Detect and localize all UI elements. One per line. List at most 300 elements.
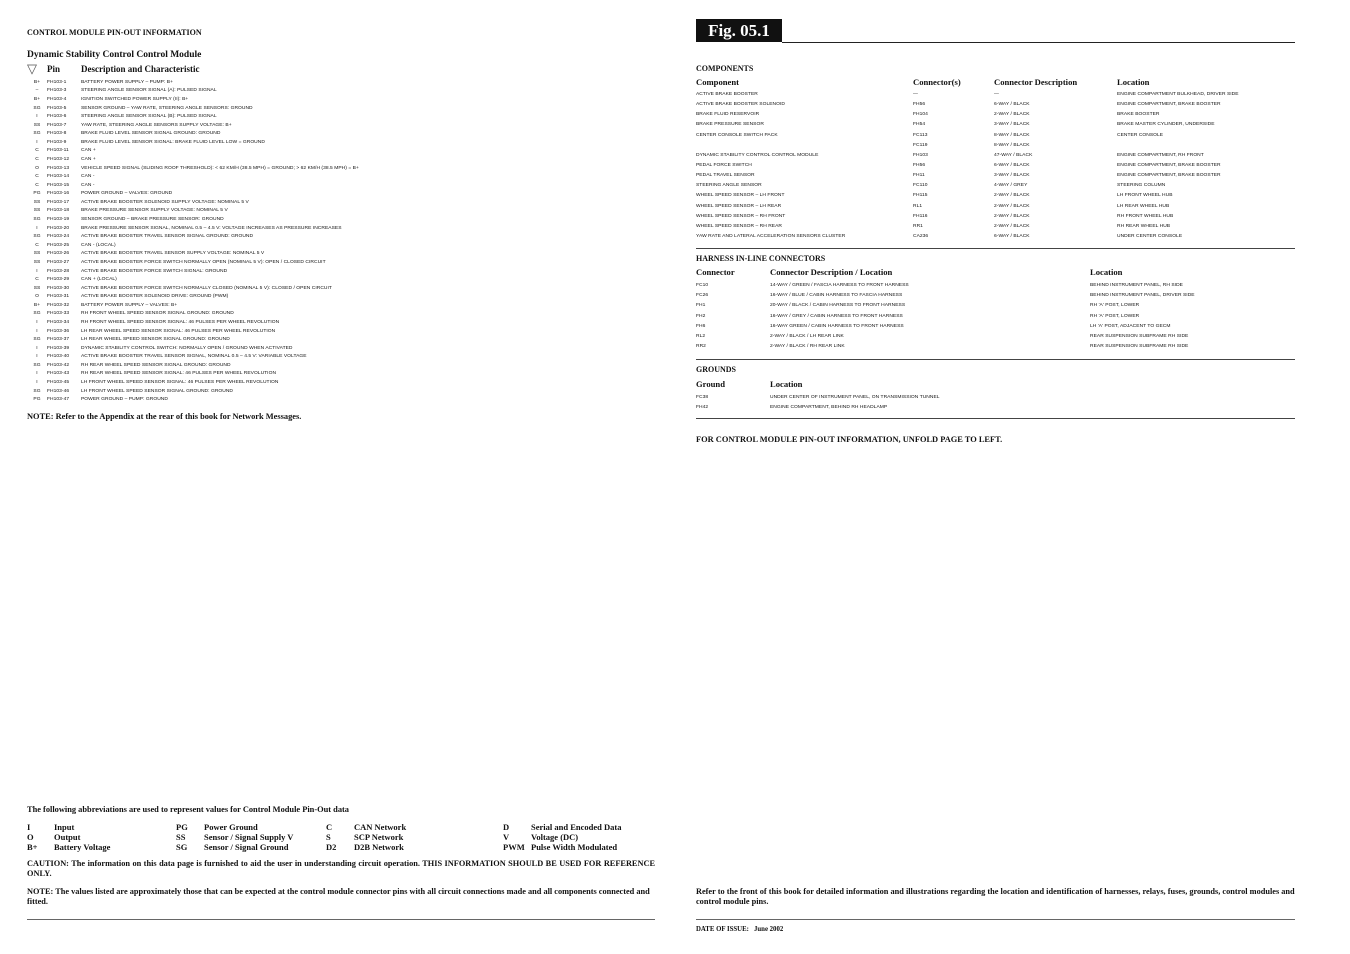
component-row-cell: FC110: [913, 183, 928, 189]
component-row-cell: RR1: [913, 223, 923, 229]
pin-description: CAN +: [81, 148, 96, 154]
pin-description: RH REAR WHEEL SPEED SENSOR SIGNAL: 46 PULSES PER WHEEL REVOLUTION: [81, 371, 277, 377]
component-row-cell: ENGINE COMPARTMENT, RH FRONT: [1117, 152, 1204, 158]
pin-type: SG: [33, 388, 41, 394]
component-row-cell: 2-WAY / BLACK: [994, 223, 1030, 229]
pin-type: I: [36, 354, 38, 360]
pin-description: BRAKE FLUID LEVEL SENSOR SIGNAL GROUND: GROUND: [81, 131, 221, 137]
component-row: [696, 192, 1296, 202]
pin-row: [27, 155, 647, 164]
abbr-meaning: Serial and Encoded Data: [531, 822, 622, 832]
component-row-cell: WHEEL SPEED SENSOR – RH REAR: [696, 223, 783, 229]
component-row: [696, 132, 1296, 142]
abbr-meaning: Battery Voltage: [54, 842, 111, 852]
left-bottom-rule: [27, 919, 655, 920]
pin-type: I: [36, 328, 38, 334]
component-col-header: Component: [696, 77, 739, 87]
pin-number: FH103-37: [47, 337, 70, 343]
pin-number: FH103-27: [47, 259, 70, 265]
pin-row: [27, 215, 647, 224]
component-row-cell: RL1: [913, 203, 923, 209]
component-row-cell: CENTER CONSOLE SWITCH PACK: [696, 132, 778, 138]
pin-number: FH103-3: [47, 88, 67, 94]
component-row-cell: STEERING COLUMN: [1117, 183, 1166, 189]
component-row-cell: LH FRONT WHEEL HUB: [1117, 193, 1173, 199]
pin-row: [27, 361, 647, 370]
harness-row: [696, 343, 1296, 353]
component-row: [696, 101, 1296, 111]
harness-row-cell: 2-WAY / BLACK / RH REAR LINK: [770, 344, 845, 350]
pin-number: FH103-12: [47, 156, 70, 162]
pin-description: RH REAR WHEEL SPEED SENSOR SIGNAL GROUND: GROUND: [81, 362, 231, 368]
component-row-cell: PEDAL FORCE SWITCH: [696, 162, 752, 168]
pin-type: B+: [33, 96, 41, 102]
harness-location-col-header: Location: [1090, 267, 1123, 277]
harness-row-cell: RH 'A' POST, LOWER: [1090, 303, 1140, 309]
components-title: COMPONENTS: [696, 64, 754, 73]
pin-number: FH103-19: [47, 217, 70, 223]
component-row-cell: ENGINE COMPARTMENT, BRAKE BOOSTER: [1117, 162, 1221, 168]
pin-row: [27, 147, 647, 156]
grounds-rule: [696, 418, 1295, 419]
component-row-cell: 8-WAY / BLACK: [994, 142, 1030, 148]
pin-description: ACTIVE BRAKE BOOSTER FORCE SWITCH NORMALLY CLOSED (NOMINAL 5 V): CLOSED / OPEN CIRCUIT: [81, 285, 332, 291]
pin-type: –: [35, 88, 39, 94]
pin-number: FH103-17: [47, 199, 70, 205]
pin-number: FH103-13: [47, 165, 70, 171]
module-title: Dynamic Stability Control Control Module: [27, 50, 202, 60]
pin-description: ACTIVE BRAKE BOOSTER FORCE SWITCH SIGNAL: GROUND: [81, 268, 228, 274]
pin-number: FH103-29: [47, 277, 70, 283]
pin-number: FH103-11: [47, 148, 69, 154]
harness-row-cell: 16-WAY / GREY / CABIN HARNESS TO FRONT HARNESS: [770, 313, 903, 319]
component-row-cell: STEERING ANGLE SENSOR: [696, 183, 762, 189]
pin-row: [27, 284, 647, 293]
desc-col-header: Description and Characteristic: [81, 64, 200, 74]
component-row-cell: FH103: [913, 152, 928, 158]
component-row-cell: 47-WAY / BLACK: [994, 152, 1033, 158]
pin-row: [27, 335, 647, 344]
pin-type: I: [36, 345, 38, 351]
pin-row: [27, 138, 647, 147]
pin-type: C: [35, 242, 39, 248]
pin-number: FH103-1: [47, 79, 67, 85]
pin-type: I: [36, 225, 38, 231]
component-row-cell: BRAKE FLUID RESERVOIR: [696, 112, 760, 118]
date-value: June 2002: [753, 926, 784, 933]
pin-type: SG: [33, 105, 41, 111]
component-row-cell: 2-WAY / BLACK: [994, 112, 1030, 118]
pin-row: [27, 224, 647, 233]
network-note: NOTE: Refer to the Appendix at the rear of this book for Network Messages.: [27, 412, 302, 421]
ground-row-cell: FC38: [696, 395, 709, 400]
pin-description: ACTIVE BRAKE BOOSTER SOLENOID SUPPLY VOLTAGE: NOMINAL 5 V: [81, 199, 249, 205]
pin-row: [27, 275, 647, 284]
pin-description: BRAKE FLUID LEVEL SENSOR SIGNAL: BRAKE FLUID LEVEL LOW = GROUND: [81, 139, 265, 145]
component-row-cell: YAW RATE AND LATERAL ACCELERATION SENSORS CLUSTER: [696, 233, 846, 239]
pin-type: C: [35, 182, 39, 188]
connector-triangle-icon: ▽: [27, 61, 37, 76]
component-row-cell: 3-WAY / BLACK: [994, 122, 1030, 128]
pin-row: [27, 301, 647, 310]
pin-row: [27, 318, 647, 327]
component-row-cell: RH REAR WHEEL HUB: [1117, 223, 1171, 229]
pin-row: [27, 232, 647, 241]
harness-row-cell: FC10: [696, 283, 709, 288]
ground-col-header: Ground: [696, 379, 725, 389]
pin-row: [27, 395, 647, 404]
component-row: [696, 233, 1296, 243]
components-table: [696, 91, 1296, 243]
pin-type: SS: [33, 199, 41, 205]
pin-table-header: [27, 63, 647, 75]
pin-row: [27, 87, 647, 96]
pin-number: FH103-14: [47, 174, 70, 180]
component-row: [696, 203, 1296, 213]
pin-number: FH103-30: [47, 285, 70, 291]
pin-type: I: [36, 139, 38, 145]
pin-number: FH103-42: [47, 362, 70, 368]
harness-row-cell: REAR SUSPENSION SUBFRAME RH SIDE: [1090, 344, 1189, 350]
pin-description: BRAKE PRESSURE SENSOR SIGNAL, NOMINAL 0.5 – 4.5 V: VOLTAGE INCREASES AS PRESSURE INCREASES: [81, 225, 342, 231]
component-row-cell: BRAKE MASTER CYLINDER, UNDERSIDE: [1117, 122, 1215, 128]
component-row-cell: 2-WAY / BLACK: [994, 193, 1030, 199]
grounds-header-row: [696, 379, 1296, 391]
harness-row-cell: FH6: [696, 323, 706, 329]
component-row-cell: LH REAR WHEEL HUB: [1117, 203, 1170, 209]
abbreviations-grid: [27, 822, 667, 854]
harness-row-cell: 16-WAY GREEN / CABIN HARNESS TO FRONT HARNESS: [770, 323, 904, 329]
pin-type: SG: [33, 234, 41, 240]
pin-description: ACTIVE BRAKE BOOSTER FORCE SWITCH NORMALLY OPEN (NOMINAL 5 V): OPEN / CLOSED CIRCUIT: [81, 259, 326, 265]
pin-row: [27, 181, 647, 190]
harness-connector-col-header: Connector: [696, 267, 735, 277]
pin-row: [27, 95, 647, 104]
components-rule: [696, 248, 1295, 249]
pin-row: [27, 241, 647, 250]
component-row-cell: 2-WAY / BLACK: [994, 213, 1030, 219]
pin-row: [27, 353, 647, 362]
pin-col-header: Pin: [47, 64, 61, 74]
unfold-note: FOR CONTROL MODULE PIN-OUT INFORMATION, UNFOLD PAGE TO LEFT.: [696, 435, 1003, 444]
harness-title: HARNESS IN-LINE CONNECTORS: [696, 254, 826, 263]
pin-number: FH103-18: [47, 208, 70, 214]
pin-description: STEERING ANGLE SENSOR SIGNAL (A): PULSED SIGNAL: [81, 88, 217, 94]
component-row-cell: 6-WAY / BLACK: [994, 233, 1030, 239]
harness-row-cell: 2-WAY / BLACK / LH REAR LINK: [770, 333, 844, 339]
pin-type: C: [35, 174, 39, 180]
component-row-cell: 8-WAY / BLACK: [994, 132, 1030, 138]
pin-type: SG: [33, 362, 41, 368]
pin-row: [27, 267, 647, 276]
page-header: CONTROL MODULE PIN-OUT INFORMATION: [27, 28, 202, 37]
component-row: [696, 142, 1296, 152]
abbr-code: D: [503, 822, 510, 832]
harness-row-cell: REAR SUSPENSION SUBFRAME RH SIDE: [1090, 333, 1189, 339]
pin-description: ACTIVE BRAKE BOOSTER TRAVEL SENSOR SIGNAL, NOMINAL 0.5 – 4.5 V: VARIABLE VOLTAGE: [81, 354, 307, 360]
pin-row: [27, 164, 647, 173]
pin-type: SS: [33, 285, 41, 291]
abbr-code: I: [27, 822, 31, 832]
pin-type: SS: [33, 208, 41, 214]
pin-type: I: [36, 371, 38, 377]
pin-type: PG: [33, 191, 41, 197]
component-row-cell: ENGINE COMPARTMENT, BRAKE BOOSTER: [1117, 173, 1221, 179]
pin-row: [27, 78, 647, 87]
pin-number: FH103-34: [47, 319, 70, 325]
pin-number: FH103-39: [47, 345, 70, 351]
pin-description: RH FRONT WHEEL SPEED SENSOR SIGNAL GROUND: GROUND: [81, 311, 234, 317]
pin-number: FH103-15: [47, 182, 70, 188]
pin-number: FH103-40: [47, 354, 70, 360]
component-row: [696, 111, 1296, 121]
components-header-row: [696, 77, 1296, 89]
component-row: [696, 223, 1296, 233]
pin-type: SS: [33, 259, 41, 265]
abbr-meaning: Sensor / Signal Ground: [204, 842, 289, 852]
component-row-cell: FH56: [913, 162, 926, 168]
pin-description: LH REAR WHEEL SPEED SENSOR SIGNAL: 46 PULSES PER WHEEL REVOLUTION: [81, 328, 276, 334]
grounds-table: [696, 394, 1296, 414]
pin-row: [27, 104, 647, 113]
pin-description: YAW RATE, STEERING ANGLE SENSORS SUPPLY VOLTAGE: B+: [81, 122, 232, 128]
abbr-code: PG: [176, 822, 188, 832]
harness-row-cell: RR2: [696, 344, 706, 350]
component-row-cell: FH104: [913, 112, 928, 118]
pin-number: FH103-31: [47, 294, 70, 300]
abbr-meaning: SCP Network: [354, 832, 404, 842]
pin-number: FH103-43: [47, 371, 70, 377]
component-row-cell: ACTIVE BRAKE BOOSTER: [696, 92, 758, 97]
component-row-cell: 4-WAY / GREY: [994, 183, 1028, 189]
harness-row-cell: BEHIND INSTRUMENT PANEL, RH SIDE: [1090, 283, 1183, 288]
pin-row: [27, 258, 647, 267]
component-row-cell: ENGINE COMPARTMENT BULKHEAD, DRIVER SIDE: [1117, 92, 1239, 97]
harness-row-cell: 20-WAY / BLACK / CABIN HARNESS TO FRONT HARNESS: [770, 303, 906, 309]
harness-row-cell: FH1: [696, 303, 706, 309]
harness-row-cell: FC26: [696, 293, 709, 299]
ground-row-cell: FH42: [696, 405, 709, 411]
pin-row: [27, 250, 647, 259]
pin-description: VEHICLE SPEED SIGNAL (SLIDING ROOF THRESHOLD): < 62 KM/H (38.5 MPH) = GROUND; > 62 KM/H (38.5 MPH) = B+: [81, 165, 359, 171]
pin-row: [27, 387, 647, 396]
component-row-cell: FH115: [913, 193, 928, 199]
abbr-code: O: [27, 832, 34, 842]
pin-row: [27, 190, 647, 199]
harness-row-cell: RH 'A' POST, LOWER: [1090, 313, 1140, 319]
pin-number: FH103-7: [47, 122, 67, 128]
abbr-meaning: Output: [54, 832, 81, 842]
component-row: [696, 182, 1296, 192]
pin-type: C: [35, 277, 39, 283]
component-row-cell: —: [994, 92, 999, 97]
component-row-cell: UNDER CENTER CONSOLE: [1117, 233, 1183, 239]
harness-row: [696, 323, 1296, 333]
pin-row: [27, 378, 647, 387]
component-row: [696, 213, 1296, 223]
component-row: [696, 162, 1296, 172]
harness-row-cell: 14-WAY / GREEN / FASCIA HARNESS TO FRONT HARNESS: [770, 283, 909, 288]
pin-number: FH103-47: [47, 397, 70, 403]
pin-number: FH103-20: [47, 225, 70, 231]
pin-description: STEERING ANGLE SENSOR SIGNAL (B): PULSED SIGNAL: [81, 114, 217, 120]
component-row-cell: RH FRONT WHEEL HUB: [1117, 213, 1174, 219]
pin-type: C: [35, 156, 39, 162]
component-row-cell: 2-WAY / BLACK: [994, 203, 1030, 209]
pin-description: LH FRONT WHEEL SPEED SENSOR SIGNAL GROUND: GROUND: [81, 388, 233, 394]
abbr-code: SG: [176, 842, 188, 852]
values-note: NOTE: The values listed are approximately those that can be expected at the control module connector pins with all circuit connections made and all components connected and fitted.: [27, 887, 650, 906]
component-row: [696, 152, 1296, 162]
connectors-col-header: Connector(s): [913, 77, 961, 87]
pin-row: [27, 129, 647, 138]
abbr-meaning: Pulse Width Modulated: [531, 842, 618, 852]
pin-type: SG: [33, 217, 41, 223]
abbr-meaning: CAN Network: [354, 822, 407, 832]
ground-row-cell: UNDER CENTER OF INSTRUMENT PANEL, ON TRANSMISSION TUNNEL: [770, 395, 940, 400]
abbr-code: B+: [27, 842, 38, 852]
pin-type: B+: [33, 302, 41, 308]
component-row-cell: 3-WAY / BLACK: [994, 173, 1030, 179]
pin-description: ACTIVE BRAKE BOOSTER TRAVEL SENSOR SUPPLY VOLTAGE: NOMINAL 5 V: [81, 251, 265, 257]
abbr-meaning: Input: [54, 822, 75, 832]
component-row-cell: CENTER CONSOLE: [1117, 132, 1164, 138]
component-row-cell: FH56: [913, 102, 926, 108]
pin-number: FH103-46: [47, 388, 70, 394]
pin-row: [27, 207, 647, 216]
pin-row: [27, 172, 647, 181]
pin-description: CAN - (LOCAL): [81, 242, 116, 248]
abbr-meaning: Voltage (DC): [531, 832, 579, 842]
abbr-meaning: Power Ground: [204, 822, 258, 832]
date-of-issue: [696, 926, 783, 933]
pin-description: BATTERY POWER SUPPLY – VALVES: B+: [81, 302, 178, 308]
pin-type: O: [35, 294, 39, 300]
pin-number: FH103-6: [47, 114, 67, 120]
component-row-cell: 6-WAY / BLACK: [994, 162, 1030, 168]
pin-number: FH103-5: [47, 105, 67, 111]
pin-description: CAN + (LOCAL): [81, 277, 117, 283]
harness-row: [696, 282, 1296, 292]
pin-description: RH FRONT WHEEL SPEED SENSOR SIGNAL: 46 PULSES PER WHEEL REVOLUTION: [81, 319, 280, 325]
component-row-cell: PEDAL TRAVEL SENSOR: [696, 173, 755, 179]
pin-row: [27, 121, 647, 130]
ground-row: [696, 394, 1296, 404]
connector-desc-col-header: Connector Description: [994, 77, 1078, 87]
pin-number: FH103-26: [47, 251, 70, 257]
pin-type: I: [36, 114, 38, 120]
pin-description: ACTIVE BRAKE BOOSTER TRAVEL SENSOR SIGNAL GROUND: GROUND: [81, 234, 254, 240]
pin-number: FH103-16: [47, 191, 70, 197]
pin-row: [27, 344, 647, 353]
abbr-code: D2: [326, 842, 337, 852]
abbr-code: V: [503, 832, 510, 842]
component-row: [696, 121, 1296, 131]
abbr-meaning: D2B Network: [354, 842, 404, 852]
location-col-header: Location: [1117, 77, 1150, 87]
pin-type: SG: [33, 311, 41, 317]
pin-row: [27, 112, 647, 121]
pin-description: IGNITION SWITCHED POWER SUPPLY (II): B+: [81, 96, 189, 102]
component-row-cell: ENGINE COMPARTMENT, BRAKE BOOSTER: [1117, 102, 1221, 108]
pin-number: FH103-24: [47, 234, 70, 240]
pin-number: FH103-8: [47, 131, 67, 137]
pin-number: FH103-4: [47, 96, 67, 102]
pin-type: I: [36, 380, 38, 386]
pin-type: O: [35, 165, 39, 171]
pin-number: FH103-28: [47, 268, 70, 274]
figure-label: Fig. 05.1: [696, 19, 782, 42]
component-row-cell: FH54: [913, 122, 926, 128]
pin-list: [27, 78, 647, 404]
pin-description: ACTIVE BRAKE BOOSTER SOLENOID DRIVE: GROUND (PWM): [81, 294, 229, 300]
component-row-cell: FC113: [913, 132, 928, 138]
harness-header-row: [696, 267, 1296, 279]
pin-row: [27, 327, 647, 336]
component-row-cell: BRAKE BOOSTER: [1117, 112, 1160, 118]
pin-description: SENSOR GROUND – BRAKE PRESSURE SENSOR: GROUND: [81, 217, 224, 223]
pin-row: [27, 370, 647, 379]
component-row-cell: FC119: [913, 142, 928, 148]
harness-row: [696, 333, 1296, 343]
component-row-cell: WHEEL SPEED SENSOR – LH FRONT: [696, 193, 785, 199]
pin-number: FH103-33: [47, 311, 70, 317]
harness-row-cell: BEHIND INSTRUMENT PANEL, DRIVER SIDE: [1090, 293, 1195, 299]
ground-row: [696, 404, 1296, 414]
figure-rule: [782, 42, 1295, 43]
pin-description: DYNAMIC STABILITY CONTROL SWITCH: NORMALLY OPEN / GROUND WHEN ACTIVATED: [81, 345, 293, 351]
component-row-cell: WHEEL SPEED SENSOR – LH REAR: [696, 203, 782, 209]
component-row: [696, 91, 1296, 101]
refer-note: Refer to the front of this book for detailed information and illustrations regarding the location and identification of harnesses, relays, fuses, grounds, control modules and control module pins.: [696, 887, 1295, 906]
component-row-cell: DYNAMIC STABILITY CONTROL CONTROL MODULE: [696, 152, 819, 158]
harness-rule: [696, 359, 1295, 360]
component-row-cell: ACTIVE BRAKE BOOSTER SOLENOID: [696, 102, 785, 108]
pin-row: [27, 198, 647, 207]
pin-row: [27, 310, 647, 319]
component-row-cell: —: [913, 92, 918, 97]
pin-description: BATTERY POWER SUPPLY – PUMP: B+: [81, 79, 174, 85]
abbr-code: PWM: [503, 842, 525, 852]
pin-description: CAN -: [81, 174, 95, 180]
pin-description: POWER GROUND – PUMP: GROUND: [81, 397, 168, 403]
right-bottom-rule: [696, 919, 1295, 920]
caution-note: CAUTION: The information on this data page is furnished to aid the user in understanding circuit operation. THIS INFORMATION SHOULD BE USED FOR REFERENCE ONLY.: [27, 859, 655, 878]
harness-row-cell: LH 'A' POST, ADJACENT TO GECM: [1090, 323, 1171, 329]
pin-description: SENSOR GROUND – YAW RATE, STEERING ANGLE SENSORS: GROUND: [81, 105, 253, 111]
abbr-intro: The following abbreviations are used to represent values for Control Module Pin-Out data: [27, 805, 349, 814]
pin-description: BRAKE PRESSURE SENSOR SUPPLY VOLTAGE: NOMINAL 5 V: [81, 208, 228, 214]
pin-description: CAN -: [81, 182, 95, 188]
pin-row: [27, 292, 647, 301]
abbr-code: C: [326, 822, 333, 832]
ground-location-col-header: Location: [770, 379, 803, 389]
pin-number: FH103-25: [47, 242, 70, 248]
harness-row-cell: FH2: [696, 313, 706, 319]
pin-type: B+: [33, 79, 41, 85]
abbr-code: SS: [176, 832, 186, 842]
pin-type: C: [35, 148, 39, 154]
pin-number: FH103-32: [47, 302, 70, 308]
harness-row: [696, 313, 1296, 323]
pin-type: SS: [33, 251, 41, 257]
pin-type: I: [36, 319, 38, 325]
harness-desc-col-header: Connector Description / Location: [770, 267, 893, 277]
pin-description: LH FRONT WHEEL SPEED SENSOR SIGNAL: 46 PULSES PER WHEEL REVOLUTION: [81, 380, 279, 386]
pin-description: LH REAR WHEEL SPEED SENSOR SIGNAL GROUND: GROUND: [81, 337, 230, 343]
harness-row-cell: RL2: [696, 333, 706, 339]
pin-number: FH103-9: [47, 139, 67, 145]
